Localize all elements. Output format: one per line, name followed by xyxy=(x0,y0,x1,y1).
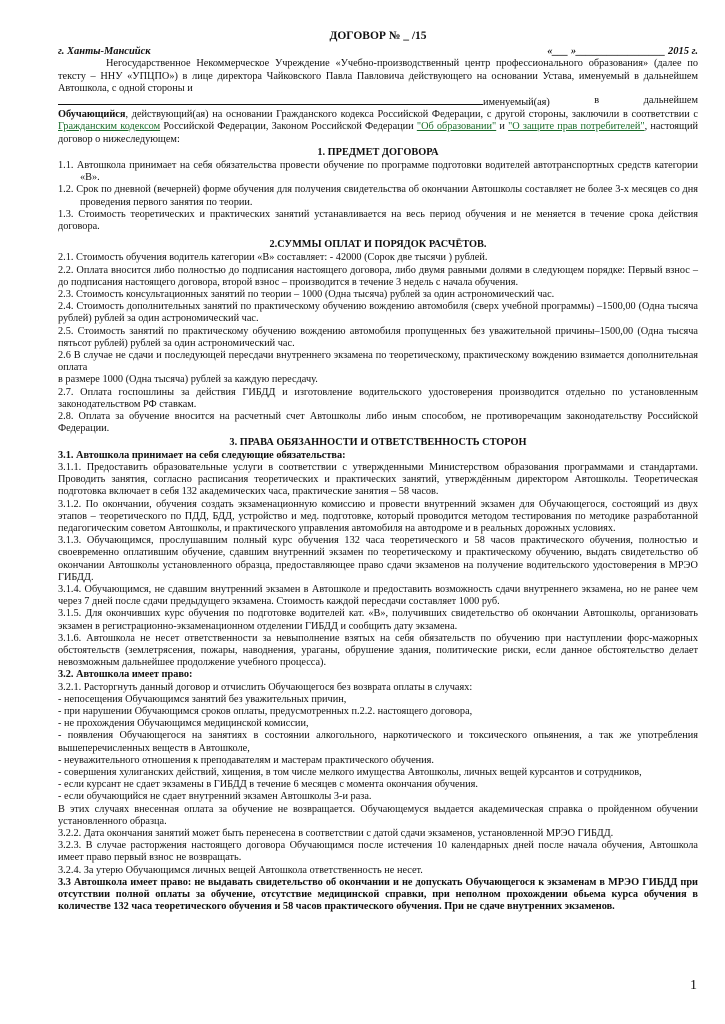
intro-text-a: , действующий(ая) на основании Гражданского кодекса Российской Федерации, с другой стороны, заключили в соответствии с xyxy=(125,109,698,121)
student-term: Обучающийся xyxy=(58,109,126,121)
subsection-3-2: 3.2. Автошкола имеет право: xyxy=(58,669,193,681)
clause-3-2-2: 3.2.2. Дата окончания занятий может быть перенесена в соответствии с датой сдачи экзаменов, установленной МРЭО ГИБДД. xyxy=(58,828,614,839)
clause-3-1-4: 3.1.4. Обучающимся, не сдавшим внутренний экзамен в Автошколе и предоставить возможность сдачи внутреннего экзамена, но не ранее чем через 7 дней после сдачи предыдущего экзамена. Стоимость каждой пересдачи составляет 1000 руб. xyxy=(58,583,698,608)
clause-2-2: 2.2. Оплата вносится либо полностью до подписания настоящего договора, либо двумя равными долями в следующем порядке: Первый взнос – до подписания настоящего договора, второй взнос – производится в течение 3 недель с начала обучения. xyxy=(58,264,698,288)
list-item: - если курсант не сдает экзамены в ГИБДД в течение 6 месяцев с момента окончания обучения. xyxy=(58,779,478,791)
clause-2-1: 2.1. Стоимость обучения водитель категории «В» составляет: - 42000 (Сорок две тысячи ) рублей. xyxy=(58,252,488,264)
section-1-heading: 1. ПРЕДМЕТ ДОГОВОРА xyxy=(317,146,439,158)
clause-2-4: 2.4. Стоимость дополнительных занятий по практическому обучению вождению автомобиля (сверх учебной программы) –1500,00 (Одна тысяча рублей) рублей за один астрономический час. xyxy=(58,301,698,325)
clause-3-1-1: 3.1.1. Предоставить образовательные услуги в соответствии с утвержденными Министерством образования программами и стандартами. Проводить занятия, согласно расписания теоретических и практических занятий, утверждённым директором Автошколы. Теоретическая подготовка включает в себя 132 академических часа, практические занятия – 58 часов. xyxy=(58,461,698,498)
list-item: - появления Обучающегося на занятиях в состоянии алкогольного, наркотического и токсического опьянения, а так же употребления вышеперечисленных веществ в Автошколе, xyxy=(58,730,698,754)
clause-2-7: 2.7. Оплата госпошлины за действия ГИБДД и изготовление водительского удостоверения производится отдельно по установленным законодательством РФ ставкам. xyxy=(58,386,698,410)
list-item: - не прохождения Обучающимся медицинской комиссии, xyxy=(58,718,309,730)
clause-3-2-4: 3.2.4. За утерю Обучающимся личных вещей Автошкола ответственность не несет. xyxy=(58,864,423,876)
intro-paragraph-2 xyxy=(58,109,698,146)
intro-text-d: , настоящий договор о нижеследующем: xyxy=(58,121,698,145)
clause-2-6: 2.6 В случае не сдачи и последующей пересдачи внутреннего экзамена по теоретическому, практическому вождению взимается дополнительная оплата xyxy=(58,350,698,374)
section-3-heading: 3. ПРАВА ОБЯЗАННОСТИ И ОТВЕТСТВЕННОСТЬ СТОРОН xyxy=(229,436,527,448)
city-date-line xyxy=(58,46,698,58)
clause-3-1-6: 3.1.6. Автошкола не несет ответственности за невыполнение взятых на себя обязательств по обучению при наступлении форс-мажорных обстоятельств (землетрясения, пожары, наводнения, ураганы, обрушение здания, политические риски, если данное обстоятельство делает невозможным дальнейшее продолжение учебного процесса). xyxy=(58,632,698,669)
clause-3-1-5: 3.1.5. Для окончивших курс обучения по подготовке водителей кат. «В», получивших свидетельство об окончании Автошколы, организовать экзамен в регистрационно-экзаменационном отделении ГИБДД и сообщить дату экзамена. xyxy=(58,608,698,632)
civil-code-link[interactable]: Гражданским кодексом xyxy=(58,121,161,133)
subsection-3-1: 3.1. Автошкола принимает на себя следующие обязательства: xyxy=(58,449,346,461)
further-word: дальнейшем xyxy=(643,95,698,107)
clause-3-2-1-note: В этих случаях внесенная оплата за обучение не возвращается. Обучающемуся выдается академическая справка о пройденном обучении установленного образца. xyxy=(58,803,698,827)
intro-text-c: и xyxy=(496,121,509,133)
contract-title: ДОГОВОР № _ /15 xyxy=(329,30,427,42)
student-name-blank xyxy=(58,95,483,105)
intro-text-b: Российской Федерации, Законом Российской Федерации xyxy=(160,121,417,133)
clause-1-3: 1.3. Стоимость теоретических и практических занятий устанавливается на весь период обучения и не меняется в течение срока действия договора. xyxy=(58,208,698,233)
clause-3-2-1: 3.2.1. Расторгнуть данный договор и отчислить Обучающегося без возврата оплаты в случаях: xyxy=(58,681,473,693)
contract-page xyxy=(58,30,698,913)
clause-2-5: 2.5. Стоимость занятий по практическому обучению вождению автомобиля пропущенных без уважительной причины–1500,00 (Одна тысяча пятьсот рублей) рублей за один астрономический час. xyxy=(58,325,698,349)
education-law-link[interactable]: "Об образовании" xyxy=(416,121,497,133)
list-item: - совершения хулиганских действий, хищения, в том числе мелкого имущества Автошколы, личных вещей курсантов и сотрудников, xyxy=(58,766,642,778)
clause-2-6-amount: в размере 1000 (Одна тысяча) рублей за каждую пересдачу. xyxy=(58,374,318,386)
named-label: именуемый(ая) xyxy=(483,97,550,109)
list-item: - неуважительного отношения к преподавателям и мастерам практического обучения. xyxy=(58,754,434,766)
contract-date: «___ »_________________ 2015 г. xyxy=(547,46,698,58)
clause-3-1-2: 3.1.2. По окончании, обучения создать экзаменационную комиссию и провести внутренний экзамен для Обучающегося, состоящий из двух этапов – теоретического по ПДД, БДД, устройство и мед. подготовке, который проводится методом тестирования по методике разработанной педагогическим советом Автошколы, и практического управления автомобиля на автодроме и в реальных дорожных условиях. xyxy=(58,498,698,534)
clause-2-3: 2.3. Стоимость консультационных занятий по теории – 1000 (Одна тысяча) рублей за один астрономический час. xyxy=(58,289,555,301)
clause-1-1: 1.1. Автошкола принимает на себя обязательства провести обучение по программе подготовки водителей автотранспортных средств категории «В». xyxy=(58,160,698,184)
city: г. Ханты-Мансийск xyxy=(58,46,151,58)
clause-1-2: 1.2. Срок по дневной (вечерней) форме обучения для получения свидетельства об окончании Автошколы составляет не более 3-х месяцев со дня проведения первого занятия по теории. xyxy=(58,184,698,208)
clause-3-3: 3.3 Автошкола имеет право: не выдавать свидетельство об окончании и не допускать Обучающегося к экзаменам в МРЭО ГИБДД при отсутствии полной оплаты за обучение, отсутствие медицинской справки, при неполном прохождении обьема курса обучения в количестве 132 часа теоретического обучения и 58 часов практического обучения. При не сдаче внутренних экзаменов. xyxy=(58,876,698,913)
in-word: в xyxy=(594,95,600,107)
page-number: 1 xyxy=(690,978,697,993)
clause-3-1-3: 3.1.3. Обучающимся, прослушавшим полный курс обучения 132 часа теоретического и 58 часов практического обучения, полностью и своевременно оплатившим обучение, сдавшим внутренний экзамен по теоретическому и практическому обучению, выдать свидетельство об окончании Автошколы установленного образца, предоставляющее право сдачи экзаменов на получение водительского удостоверения в МРЭО ГИБДД. xyxy=(58,535,698,583)
clause-2-8: 2.8. Оплата за обучение вносится на расчетный счет Автошколы либо иным способом, не противоречащим законодательству Российской Федерации. xyxy=(58,411,698,435)
list-item: - при нарушении Обучающимся сроков оплаты, предусмотренных п.2.2. настоящего договора, xyxy=(58,705,473,717)
consumer-law-link[interactable]: "О защите прав потребителей" xyxy=(508,121,645,133)
list-item: - если обучающийся не сдает внутренний экзамен Автошколы 3-и раза. xyxy=(58,791,372,803)
student-name-line xyxy=(58,95,698,109)
section-2-heading: 2.СУММЫ ОПЛАТ И ПОРЯДОК РАСЧЁТОВ. xyxy=(269,239,487,251)
intro-paragraph: Негосударственное Некоммерческое Учреждение «Учебно-производственный центр профессионального образования» (далее по тексту – ННУ «УПЦПО») в лице директора Чайковского Павла Павловича действующего на основании Устава, именуемый в дальнейшем Автошкола, с одной стороны и xyxy=(58,58,698,94)
list-item: - непосещения Обучающимся занятий без уважительных причин, xyxy=(58,693,347,705)
clause-3-2-3: 3.2.3. В случае расторжения настоящего договора Обучающимся после истечения 10 календарных дней после начала обучения, Автошкола имеет право первый взнос не возвращать. xyxy=(58,840,698,864)
